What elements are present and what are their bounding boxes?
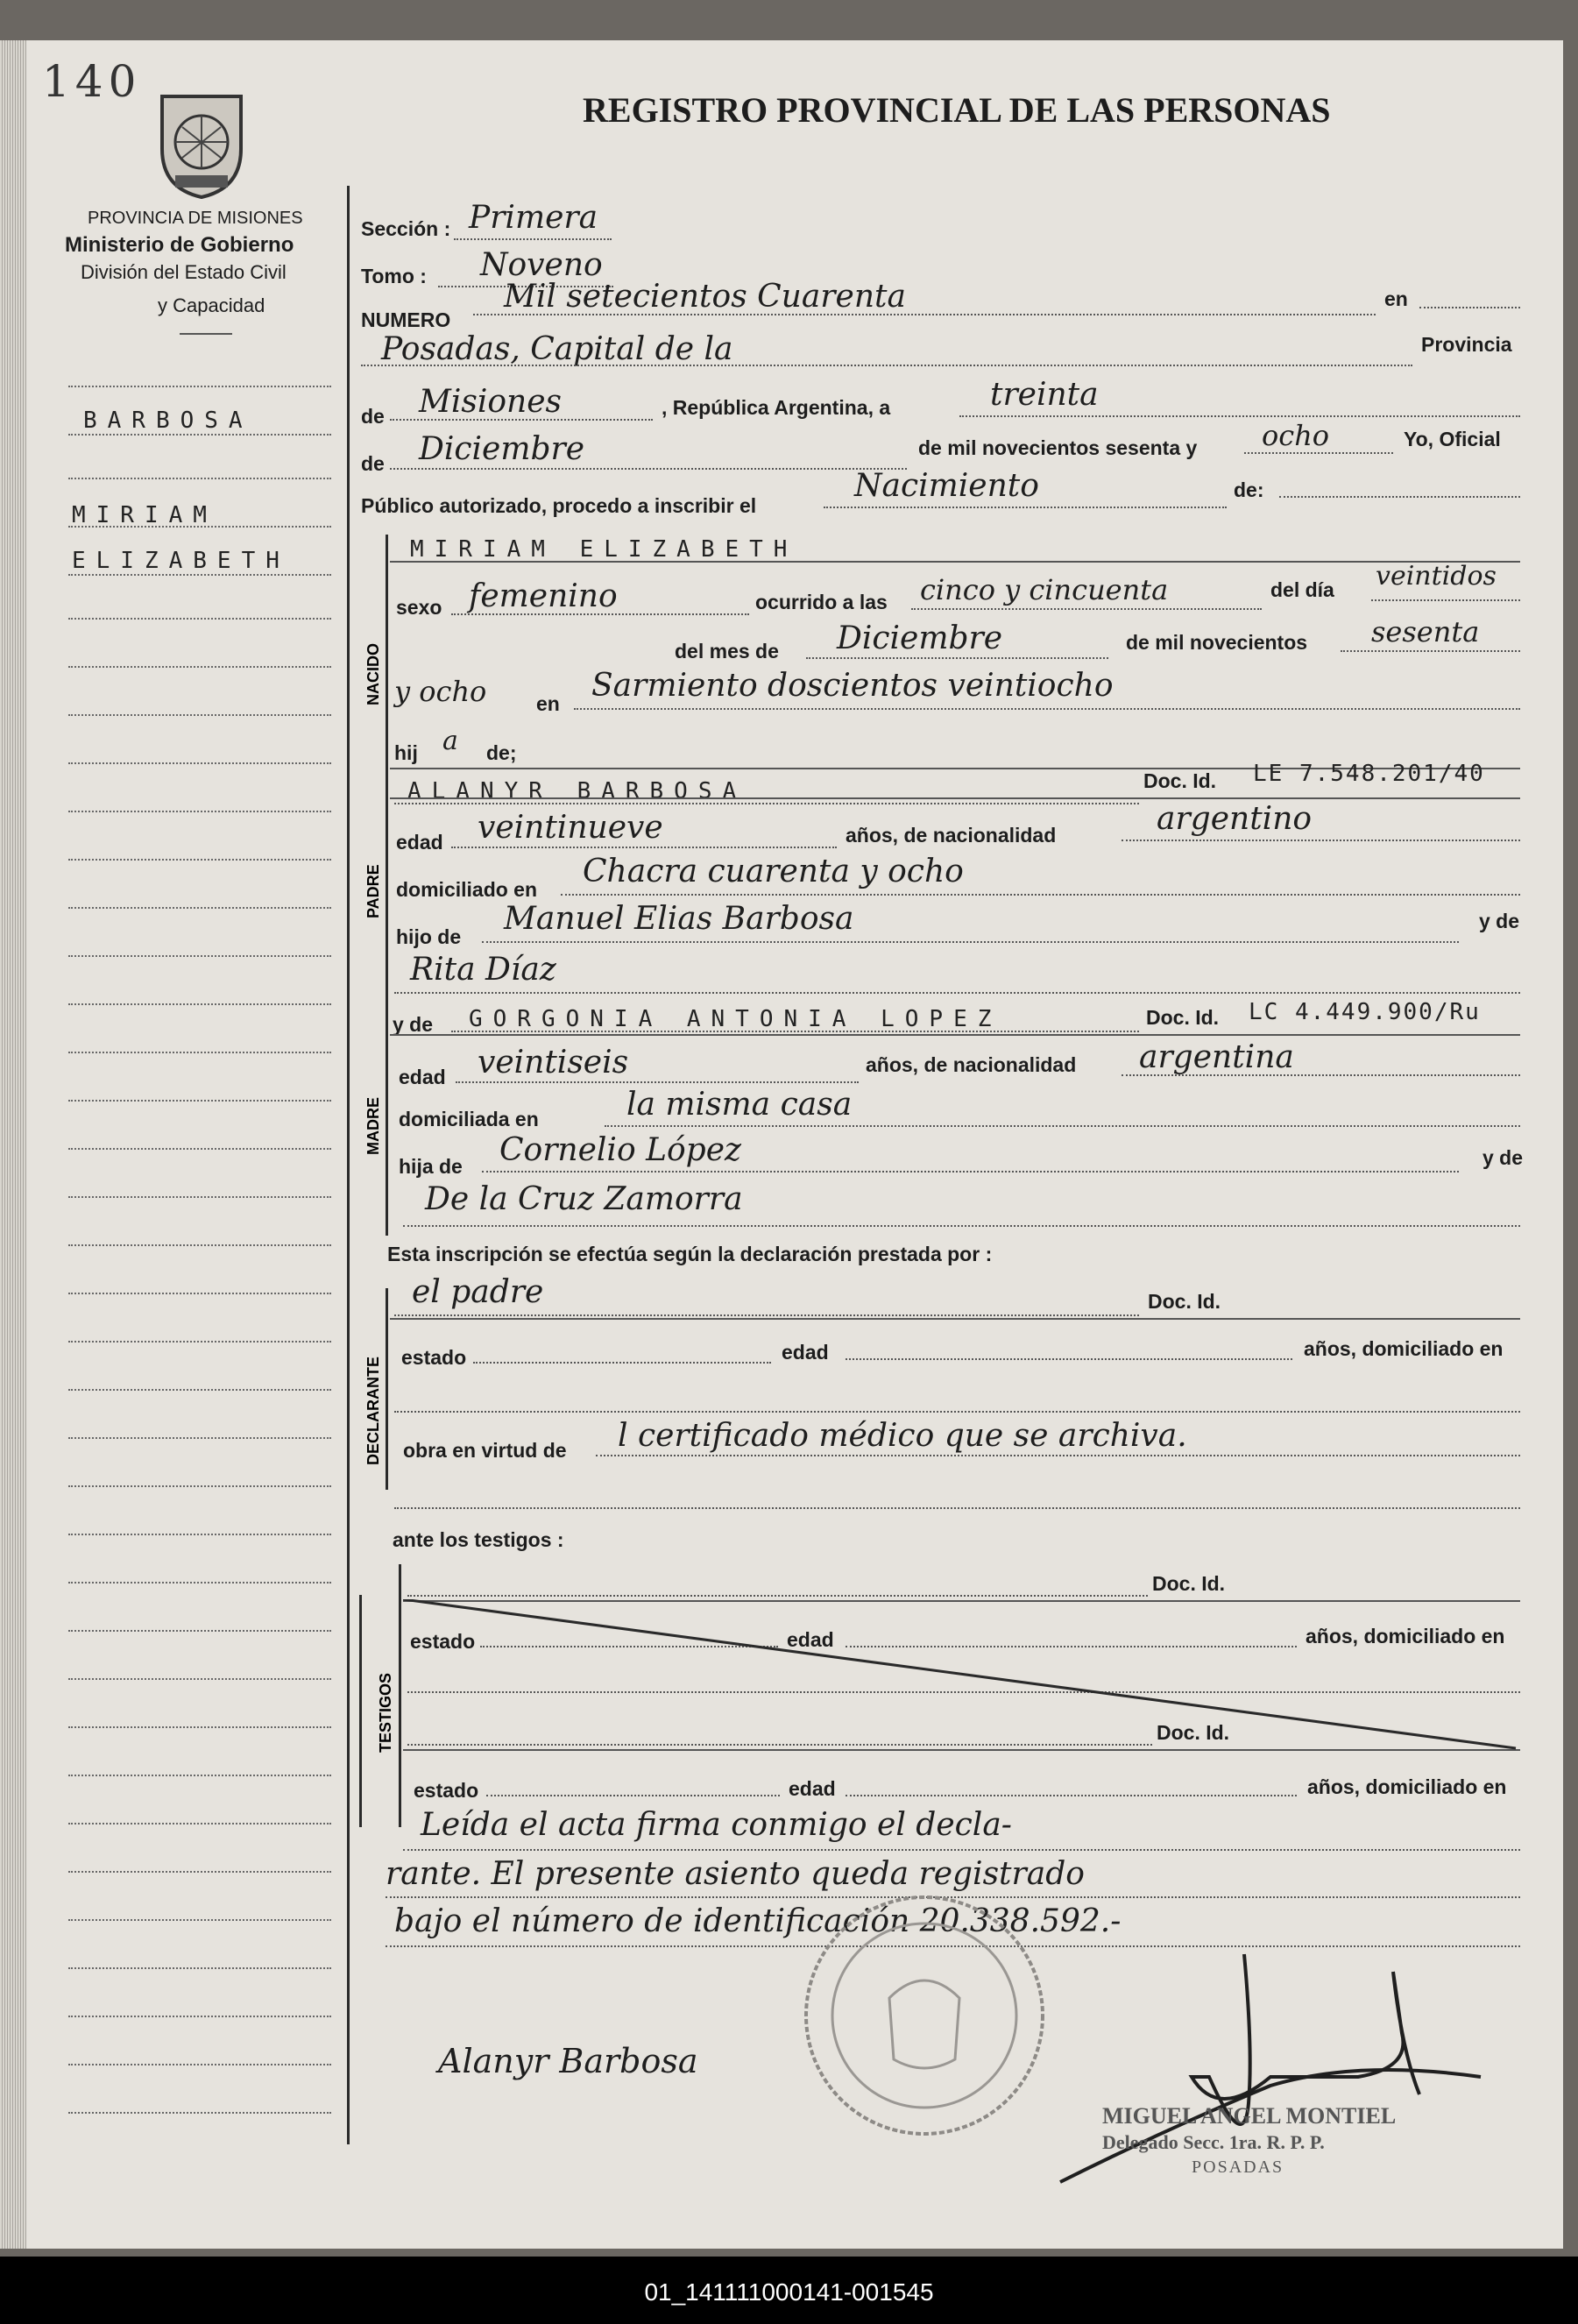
field-line	[454, 238, 612, 240]
margin-line	[68, 1293, 331, 1294]
field-line	[806, 657, 1108, 659]
margin-line	[68, 478, 331, 479]
margin-line	[68, 1534, 331, 1535]
margin-line	[68, 1437, 331, 1439]
field-line	[846, 1795, 1297, 1796]
officer-location: POSADAS	[1192, 2157, 1284, 2177]
numero-label: NUMERO	[361, 308, 451, 331]
de-label: de	[361, 405, 385, 428]
fecha-mes-value: Diciembre	[419, 431, 585, 467]
numero-value: Mil setecientos Cuarenta	[504, 279, 906, 315]
provincial-seal-icon	[149, 88, 254, 202]
padre-hijo-de-label: hijo de	[396, 925, 462, 948]
padre-nacionalidad-value: argentino	[1157, 801, 1313, 837]
field-line	[456, 1081, 859, 1083]
field-line	[824, 507, 1227, 508]
madre-y-de-label: y de	[393, 1013, 434, 1036]
margin-line	[68, 1052, 331, 1053]
margin-line	[68, 955, 331, 957]
margin-line	[68, 386, 331, 387]
padre-padre-value: Manuel Elias Barbosa	[504, 901, 854, 937]
tomo-label: Tomo :	[361, 265, 427, 287]
officer-title: Delegado Secc. 1ra. R. P. P.	[1102, 2131, 1325, 2153]
madre-nacionalidad-value: argentina	[1139, 1039, 1294, 1075]
padre-bracket	[386, 771, 388, 999]
declarante-signature: Alanyr Barbosa	[438, 2042, 698, 2080]
madre-label: MADRE	[364, 1097, 382, 1155]
testigo2-estado-label: estado	[414, 1779, 479, 1802]
field-line	[451, 847, 837, 848]
anio-nac-value: sesenta	[1371, 615, 1480, 648]
book-page-edges	[0, 40, 26, 2249]
testigo2-edad-label: edad	[789, 1777, 836, 1800]
field-line	[482, 1171, 1459, 1173]
padre-edad-label: edad	[396, 831, 443, 854]
field-line	[394, 992, 1520, 994]
republica-label: , República Argentina, a	[662, 396, 891, 419]
nota-line-1: Leída el acta firma conmigo el decla-	[421, 1807, 1012, 1843]
padre-doc-label: Doc. Id.	[1143, 769, 1217, 792]
margin-line	[68, 2016, 331, 2017]
margin-line	[68, 1582, 331, 1584]
nacido-label: NACIDO	[364, 643, 382, 705]
field-line	[486, 1795, 780, 1796]
provincia-label: Provincia	[1421, 333, 1512, 356]
margin-line	[68, 1919, 331, 1921]
publico-label: Público autorizado, procedo a inscribir el	[361, 494, 757, 517]
field-line	[407, 1595, 1148, 1597]
margin-line	[68, 1630, 331, 1632]
field-line	[574, 708, 1520, 710]
field-line	[361, 365, 1412, 366]
field-line	[561, 894, 1520, 896]
madre-y-de-label-2: y de	[1482, 1146, 1524, 1169]
madre-edad-label: edad	[399, 1066, 446, 1088]
de-semi-label: de;	[486, 741, 517, 764]
testigo1-estado-label: estado	[410, 1630, 476, 1653]
declarante-edad-label: edad	[782, 1341, 829, 1364]
nota-line-3: bajo el número de identificación 20.338.592.-	[394, 1903, 1122, 1939]
testigo1-edad-label: edad	[787, 1628, 834, 1651]
padre-madre-value: Rita Díaz	[410, 952, 556, 988]
margin-line	[68, 1244, 331, 1246]
madre-madre-value: De la Cruz Zamorra	[425, 1181, 743, 1217]
hij-suffix-value: a	[442, 726, 458, 756]
field-line	[1122, 1074, 1520, 1076]
officer-name: MIGUEL ANGEL MONTIEL	[1102, 2103, 1397, 2129]
margin-line	[68, 1196, 331, 1198]
field-line	[390, 419, 653, 421]
mes-value: Diciembre	[837, 620, 1003, 656]
margin-line	[68, 1871, 331, 1873]
field-line	[390, 561, 1520, 563]
margin-line	[68, 2064, 331, 2065]
padre-edad-value: veintinueve	[478, 810, 663, 846]
padre-domicilio-label: domiciliado en	[396, 878, 538, 901]
del-mes-label: del mes de	[675, 640, 779, 662]
de-mil-label: de mil novecientos sesenta y	[918, 436, 1198, 459]
margin-line	[68, 1775, 331, 1776]
margin-line	[68, 2112, 331, 2114]
seccion-label: Sección :	[361, 217, 451, 240]
field-line	[390, 1034, 1520, 1036]
place-value: Posadas, Capital de la	[381, 331, 733, 367]
declarante-bracket	[386, 1288, 388, 1490]
obra-value: l certificado médico que se archiva.	[618, 1418, 1187, 1454]
del-dia-label: del día	[1270, 578, 1334, 601]
testigo1-anos-label: años, domiciliado en	[1306, 1625, 1505, 1647]
testigos-outer-bracket	[359, 1595, 362, 1827]
yo-oficial-label: Yo, Oficial	[1404, 428, 1501, 450]
document-title: REGISTRO PROVINCIAL DE LAS PERSONAS	[583, 90, 1331, 130]
en-label-2: en	[536, 692, 560, 715]
tomo-value: Noveno	[480, 247, 603, 283]
testigo2-anos-label: años, domiciliado en	[1307, 1775, 1507, 1798]
nombre-value: MIRIAM ELIZABETH	[410, 536, 798, 563]
agency-line-3: División del Estado Civil	[81, 261, 287, 283]
declarante-estado-label: estado	[401, 1346, 467, 1369]
field-line	[1279, 496, 1520, 498]
acto-value: Nacimiento	[854, 468, 1039, 504]
madre-edad-value: veintiseis	[478, 1045, 629, 1081]
field-line	[482, 941, 1459, 943]
sexo-value: femenino	[469, 578, 618, 614]
declarante-value: el padre	[412, 1274, 544, 1310]
field-line	[394, 1507, 1520, 1509]
margin-line	[68, 1967, 331, 1969]
margin-line	[68, 1341, 331, 1343]
declarante-label: DECLARANTE	[364, 1357, 382, 1465]
obra-label: obra en virtud de	[403, 1439, 567, 1462]
madre-domicilio-label: domiciliada en	[399, 1108, 539, 1130]
testigos-bracket	[399, 1564, 401, 1827]
de-label-2: de	[361, 452, 385, 475]
field-line	[605, 1125, 1520, 1127]
madre-padre-value: Cornelio López	[499, 1132, 741, 1168]
declarante-doc-label: Doc. Id.	[1148, 1290, 1221, 1313]
cancel-strike-line	[403, 1599, 1525, 1757]
seccion-value: Primera	[469, 200, 598, 236]
dia-value: veintidos	[1376, 561, 1497, 592]
agency-line-2: Ministerio de Gobierno	[65, 233, 294, 257]
field-line	[403, 1225, 1520, 1227]
hij-label: hij	[394, 741, 418, 764]
agency-line-4: y Capacidad	[158, 294, 265, 316]
field-line	[911, 608, 1262, 610]
field-line	[390, 468, 907, 470]
padre-domicilio-value: Chacra cuarenta y ocho	[583, 854, 964, 889]
field-line	[390, 1318, 1520, 1320]
margin-line	[68, 1823, 331, 1824]
margin-line	[68, 714, 331, 716]
madre-doc-value: LC 4.449.900/Ru	[1249, 999, 1481, 1025]
padre-doc-value: LE 7.548.201/40	[1253, 761, 1485, 787]
field-line	[403, 1849, 1520, 1851]
esta-inscripcion-label: Esta inscripción se efectúa según la declaración prestada por :	[387, 1243, 993, 1265]
lugar-nac-value: Sarmiento doscientos veintiocho	[591, 668, 1114, 704]
de-mil-nov-label: de mil novecientos	[1126, 631, 1308, 654]
margin-line	[68, 1726, 331, 1728]
margin-line	[68, 666, 331, 668]
margin-line	[68, 811, 331, 812]
ocurrido-label: ocurrido a las	[755, 591, 888, 613]
field-line	[1244, 452, 1393, 454]
margin-line	[68, 574, 331, 576]
testigo1-doc-label: Doc. Id.	[1152, 1572, 1226, 1595]
margin-line	[68, 1678, 331, 1680]
main-divider	[347, 186, 350, 2144]
margin-given-name-1: MIRIAM	[72, 502, 217, 528]
field-line	[1122, 840, 1520, 841]
margin-line	[68, 1100, 331, 1102]
field-line	[394, 803, 1139, 804]
padre-y-de-label: y de	[1479, 910, 1520, 932]
field-line	[473, 314, 1376, 315]
margin-line	[68, 907, 331, 909]
margin-line	[68, 1389, 331, 1391]
margin-line	[68, 434, 331, 436]
field-line	[846, 1358, 1292, 1360]
field-line	[1371, 599, 1520, 601]
madre-doc-label: Doc. Id.	[1146, 1006, 1220, 1029]
testigo2-doc-label: Doc. Id.	[1157, 1721, 1230, 1744]
padre-anos-label: años, de nacionalidad	[846, 824, 1057, 847]
field-line	[394, 1314, 1139, 1316]
en-label: en	[1384, 287, 1408, 310]
field-line	[596, 1455, 1520, 1456]
scan-caption: 01_141111000141-001545	[644, 2278, 934, 2306]
testigos-label: TESTIGOS	[377, 1672, 394, 1753]
hora-value: cinco y cincuenta	[920, 573, 1169, 606]
margin-line	[68, 618, 331, 620]
fecha-dia-value: treinta	[990, 377, 1099, 413]
page-number: 140	[42, 56, 142, 107]
madre-nombre-value: GORGONIA ANTONIA LOPEZ	[469, 1006, 1002, 1032]
field-line	[451, 613, 749, 615]
provincia-value: Misiones	[419, 384, 563, 420]
madre-hija-de-label: hija de	[399, 1155, 463, 1178]
madre-anos-label: años, de nacionalidad	[866, 1053, 1077, 1076]
field-line	[390, 797, 1520, 799]
field-line	[1341, 650, 1520, 652]
margin-line	[68, 1148, 331, 1150]
margin-line	[68, 1485, 331, 1487]
margin-line	[68, 1003, 331, 1005]
field-line	[1419, 307, 1520, 308]
margin-line	[68, 859, 331, 861]
nacido-bracket	[386, 535, 388, 776]
field-line	[473, 1362, 771, 1364]
agency-underline	[180, 333, 232, 335]
anio-nac2-value: y ocho	[394, 675, 487, 708]
de-colon-label: de:	[1234, 478, 1264, 501]
margin-given-name-2: ELIZABETH	[72, 548, 290, 574]
field-line	[394, 1411, 1520, 1413]
sexo-label: sexo	[396, 596, 442, 619]
field-line	[959, 415, 1520, 417]
ante-testigos-label: ante los testigos :	[393, 1528, 564, 1551]
padre-nombre-value: ALANYR BARBOSA	[407, 778, 747, 804]
madre-domicilio-value: la misma casa	[626, 1087, 853, 1123]
anio-value: ocho	[1262, 419, 1330, 452]
margin-surname: BARBOSA	[83, 407, 253, 434]
field-line	[451, 1031, 1139, 1032]
padre-label: PADRE	[364, 864, 382, 918]
nota-line-2: rante. El presente asiento queda registrado	[386, 1856, 1085, 1892]
declarante-anos-label: años, domiciliado en	[1304, 1337, 1504, 1360]
margin-line	[68, 762, 331, 764]
madre-bracket	[386, 999, 388, 1236]
agency-line-1: PROVINCIA DE MISIONES	[88, 209, 303, 228]
